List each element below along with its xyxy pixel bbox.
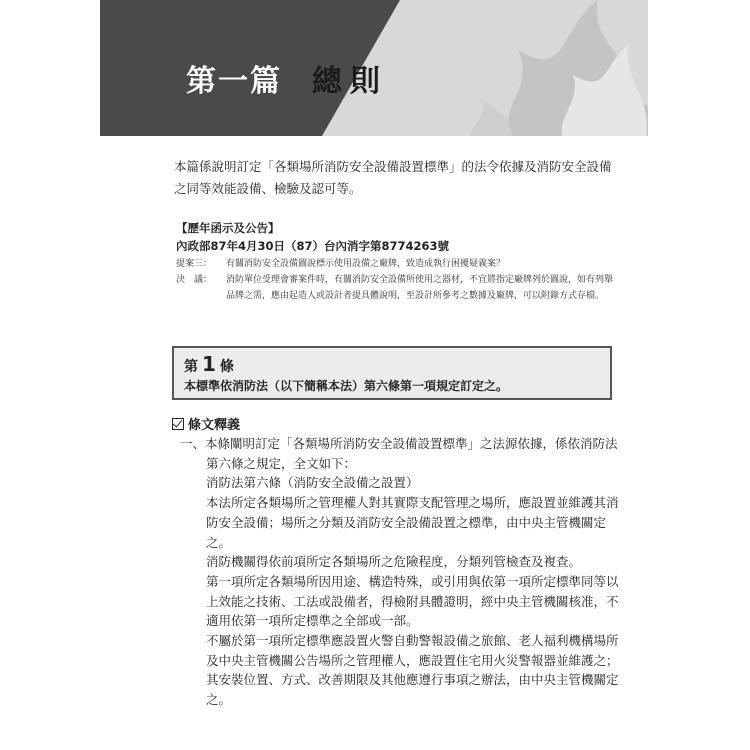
- resolution-text: 消防單位受理會審案件時，有關消防安全設備所使用之器材，不宜將指定廠牌列於圖說，如有列舉品牌之需，應由起造人或設計者提具體說明，至設計所參考之數據及廠牌，可以附錄方式存檔。: [226, 275, 614, 301]
- law-paragraph-2: 消防機關得依前項所定各類場所之危險程度，分類列管檢查及複查。: [206, 554, 582, 570]
- chapter-label: 第一篇: [186, 64, 282, 99]
- decree-number: 內政部87年4月30日（87）台內消字第8774263號: [176, 239, 450, 253]
- explanation-heading: [172, 414, 240, 433]
- checkbox-icon: [172, 418, 184, 430]
- proposal-text: 有關消防安全設備圖說標示使用設備之廠牌，致造成執行困擾疑義案？: [226, 259, 506, 269]
- article-box: [172, 346, 612, 400]
- chapter-title: 總則: [312, 64, 388, 99]
- article-prefix: 第: [184, 359, 198, 375]
- article-text: 本標準依消防法（以下簡稱本法）第六條第一項規定訂定之。: [184, 379, 509, 393]
- intro-paragraph: 本篇係說明訂定「各類場所消防安全設備設置標準」的法令依據及消防安全設備之同等效能設備、檢驗及認可等。: [174, 159, 612, 196]
- proposal-row: [176, 256, 616, 272]
- article-number-line: [184, 354, 610, 377]
- notice-heading: 【歷年函示及公告】: [176, 221, 280, 235]
- law-title: 消防法第六條（消防安全設備之設置）: [206, 475, 419, 491]
- chapter-header: [100, 0, 648, 136]
- notice-notes: [176, 256, 616, 304]
- flame-decoration-icon: [368, 0, 648, 136]
- document-page: [100, 0, 648, 750]
- law-paragraph-1: 本法所定各類場所之管理權人對其實際支配管理之場所，應設置並維護其消防安全設備；場所之分類及消防安全設備設置之標準，由中央主管機關定之。: [206, 495, 619, 550]
- law-paragraph-3: 第一項所定各類場所因用途、構造特殊，或引用與依第一項所定標準同等以上效能之技術、工法或設備者，得檢附具體證明，經中央主管機關核准，不適用依第一項所定標準之全部或一部。: [206, 573, 619, 629]
- explanation-body: [180, 434, 620, 710]
- article-number: 1: [202, 352, 216, 376]
- resolution-row: [176, 272, 616, 304]
- resolution-label: 決 議：: [176, 275, 213, 285]
- proposal-label: 提案三：: [176, 259, 213, 269]
- explanation-item-1: 一、本條闡明訂定「各類場所消防安全設備設置標準」之法源依據，係依消防法第六條之規定，全文如下：: [180, 436, 618, 471]
- explanation-heading-text: 條文釋義: [188, 418, 241, 433]
- article-suffix: 條: [219, 359, 234, 375]
- law-paragraph-4: 不屬於第一項所定標準應設置火警自動警報設備之旅館、老人福利機構場所及中央主管機關公告場所之管理權人，應設置住宅用火災警報器並維護之；其安裝位置、方式、改善期限及其他應遵行事項之辦法，由中央主管機關定之。: [206, 633, 619, 708]
